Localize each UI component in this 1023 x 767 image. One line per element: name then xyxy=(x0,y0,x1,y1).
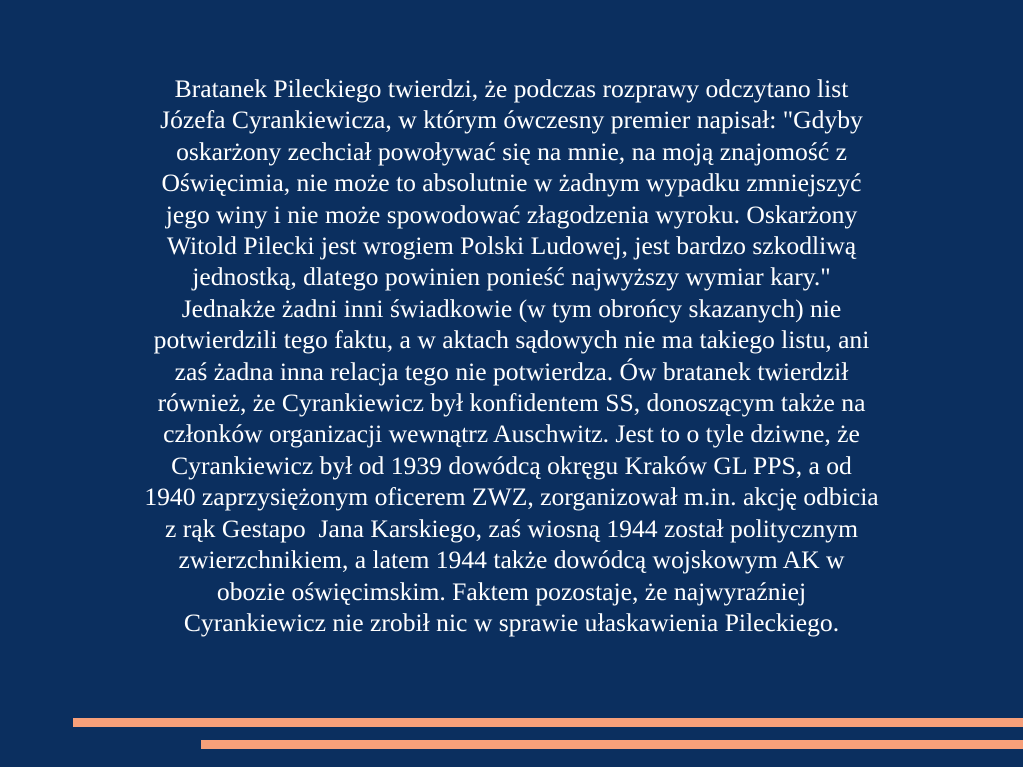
decorative-stripe-bottom xyxy=(201,740,1023,749)
text-line-3: oskarżony zechciał powoływać się na mnie, na moją znajomość z xyxy=(176,136,847,166)
text-line-7: jednostką, dlatego powinien ponieść najwyższy wymiar kary." xyxy=(192,262,831,292)
text-line-9: potwierdzili tego faktu, a w aktach sądowych nie ma takiego listu, ani xyxy=(153,325,870,355)
text-line-17: obozie oświęcimskim. Faktem pozostaje, że najwyraźniej xyxy=(216,576,807,606)
text-line-5: jego winy i nie może spowodować złagodzenia wyroku. Oskarżony xyxy=(165,199,858,229)
text-line-10: zaś żadna inna relacja tego nie potwierdza. Ów bratanek twierdził xyxy=(174,356,849,386)
decorative-stripe-top xyxy=(73,718,1023,727)
text-line-8: Jednakże żadni inni świadkowie (w tym obrońcy skazanych) nie xyxy=(181,293,842,323)
text-line-2: Józefa Cyrankiewicza, w którym ówczesny premier napisał: "Gdyby xyxy=(160,105,863,135)
text-line-11: również, że Cyrankiewicz był konfidentem SS, donoszącym także na xyxy=(157,388,866,418)
slide-body-text xyxy=(40,73,983,638)
text-line-15: z rąk Gestapo Jana Karskiego, zaś wiosną 1944 został politycznym xyxy=(165,513,858,543)
text-line-16: zwierzchnikiem, a latem 1944 także dowódcą wojskowym AK w xyxy=(178,545,845,575)
text-line-4: Oświęcimia, nie może to absolutnie w żadnym wypadku zmniejszyć xyxy=(161,168,862,198)
text-line-13: Cyrankiewicz był od 1939 dowódcą okręgu Kraków GL PPS, a od xyxy=(171,450,852,480)
text-line-6: Witold Pilecki jest wrogiem Polski Ludowej, jest bardzo szkodliwą xyxy=(166,231,857,261)
text-line-14: 1940 zaprzysiężonym oficerem ZWZ, zorganizował m.in. akcję odbicia xyxy=(144,482,879,512)
text-line-1: Bratanek Pileckiego twierdzi, że podczas rozprawy odczytano list xyxy=(174,74,849,103)
text-line-18: Cyrankiewicz nie zrobił nic w sprawie ułaskawienia Pileckiego. xyxy=(183,607,840,637)
text-line-12: członków organizacji wewnątrz Auschwitz. Jest to o tyle dziwne, że xyxy=(163,419,860,449)
